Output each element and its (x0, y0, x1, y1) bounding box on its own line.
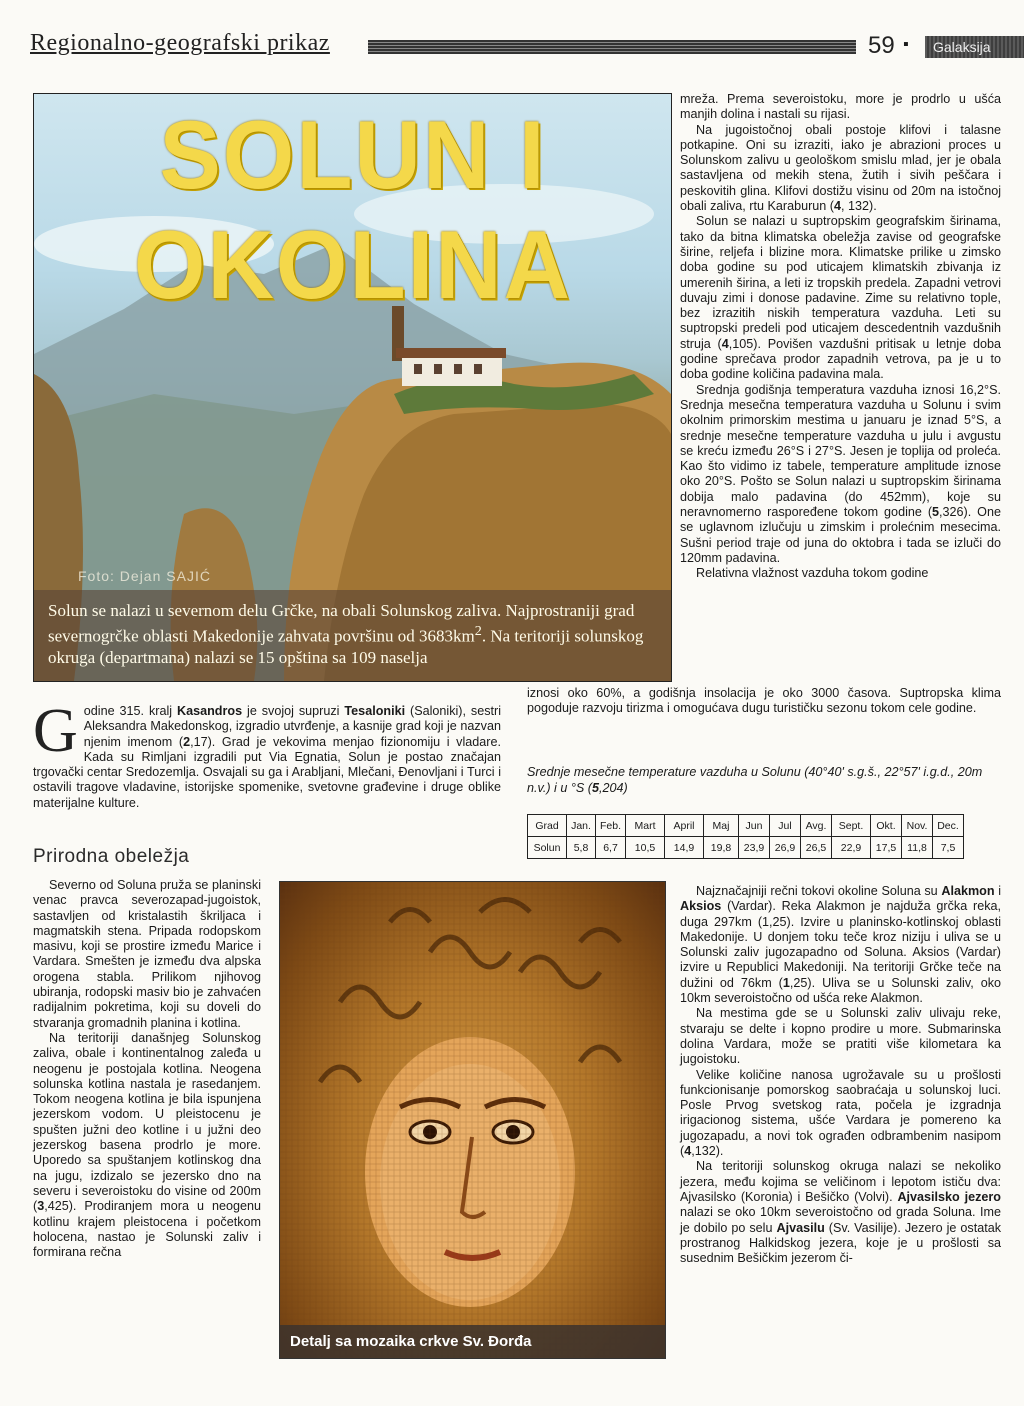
table-cell: 5,8 (567, 837, 596, 859)
page-header (30, 30, 1005, 64)
hero-caption-text-2: . Na teritoriji solunskog okruga (departmana) nalazi se 15 opština sa 109 naselja (48, 626, 644, 667)
table-cell: Dec. (933, 815, 964, 837)
right-column-bottom (680, 884, 1001, 1266)
hero-caption-text: Solun se nalazi u severnom delu Grčke, na obali Solunskog zaliva. Najprostraniji grad severnogrčke oblasti Makedonije zahvata površinu od 3683km (48, 601, 635, 646)
text-run: ,105). Povišen vazdušni pritisak u letnje doba godine sprečava prodor zapadnih vetrova, pa je u to doba godine količina padavina mala. (680, 336, 1001, 382)
text-run: ,204) (599, 780, 628, 795)
table-cell: April (665, 815, 704, 837)
text-run: nalazi se oko 10km severoistočno od grada Soluna. Ime je dobilo po selu (680, 1205, 1001, 1235)
text-run: (Sv. Vasilije). Jezero je ostatak prostranog Halkidskog jezera, koje je u prošlosti sa susednim Bešičkim jezerom či- (680, 1220, 1001, 1266)
text-run: Na teritoriji solunskog okruga nalazi se nekoliko jezera, među kojima se veličinom i lepotom ističu dva: Ajvasilsko (Koronia) i Bešičko (Volvi). (680, 1159, 1001, 1204)
text-run: Srednje mesečne temperature vazduha u Solunu (40°40' s.g.š., 22°57' i.g.d., 20m n.v.) i u °S ( (527, 765, 983, 795)
hero-headline: SOLUN I OKOLINA (133, 101, 573, 320)
text-run: Srednja godišnja temperatura vazduha iznosi 16,2°S. Srednja mesečna temperatura vazduha u Solunu i svim okolnim primorskim mestima u januaru je iznad 5°S, a srednje mesečne temperature vazduha u julu i avgustu se kreću između 26°S i 27°S. Jesen je toplija od proleća. Kao što vidimo iz tabele, temperature amplitude iznose oko 20°S. Pošto se Solun nalazi u suptropskim širinama dobija malo padavina (do 452mm), koje su neravnomerno raspoređene tokom godine ( (680, 382, 1001, 520)
text-run: ,326). One se uglavnom izlučuju u zimskim i prolećnim mesecima. Sušni period traje od juna do oktobra i tada se izluči do 120mm padavina. (680, 505, 1001, 565)
bold-name: Alakmon (941, 884, 995, 898)
table-cell: 6,7 (596, 837, 626, 859)
table-cell: Nov. (902, 815, 933, 837)
left-column (33, 878, 261, 1260)
reference-number: 5 (932, 505, 940, 520)
paragraph (680, 1159, 1001, 1266)
table-cell: 17,5 (871, 837, 902, 859)
paragraph: iznosi oko 60%, a godišnja insolacija je oko 3000 časova. Suptropska klima pogoduje razvoju tirizma i omogućava dugu turističku sezonu tokom cele godine. (527, 686, 1001, 716)
mosaic-face-image (280, 882, 665, 1358)
table-cell: 22,9 (832, 837, 871, 859)
text-run: ,425). Prodiranjem mora u neogenu kotlinu krajem pleistocena i početkom holocena, nastao je Solunski zaliv i formirana rečna (33, 1199, 261, 1260)
hero-caption (34, 590, 671, 681)
table-header-row (528, 815, 964, 837)
table-cell: 26,9 (770, 837, 801, 859)
text-run: Solun se nalazi u suptropskim geografskim širinama, tako da bitna klimatska obeležja zavise od geografske širine, reljefa i blizine mora. Klimatske prilike u zimsko doba godine su pod uticajem klimatskih zbivanja iz umerenih širina, a leti iz tropskih predela. Zapadni vetrovi duvaju zimi i donose padavine. Zime su relativno tople, bez izrazitih niskih temperatura vazduha. Leti su suptropski predeli pod uticajem descedentnih vazdušnih struja ( (680, 214, 1001, 351)
paragraph (33, 1031, 261, 1260)
text-run: ,17). Grad je vekovima menjao fizionomiju i vladare. Kada su Rimljani izgradili put Via Egnatia, Solun je postao značajan trgovački centar Sredozemlja. Osvajali su ga i Arabljani, Mlečani, Đenovljani i Turci i ostavili tragove vladavine, istorijske spomenike, svetovne građevine i druge oblike materijalne kulture. (33, 734, 501, 810)
paragraph (680, 214, 1001, 382)
reference-number: 3 (37, 1199, 45, 1214)
bold-name: Aksios (680, 899, 722, 914)
bold-name: Ajvasilsko jezero (897, 1189, 1001, 1204)
paragraph: Severno od Soluna pruža se planinski venac pravca severozapad-jugoistok, sastavljen od kristalastih škriljaca i magmatskih stena. Pripada rodopskom masivu, koji se prostire između Marice i Vardara. Smešten je između dva alpska orogena stabla. Prilikom njihovog ubiranja, rodopski masiv bio je zahvaćen radijalnim pokretima, koji su doveli do stvaranja gromadnih planina i kotlina. (33, 878, 261, 1030)
table-cell: 11,8 (902, 837, 933, 859)
temperature-table (527, 814, 964, 859)
table-cell: 26,5 (801, 837, 832, 859)
table-cell: Okt. (871, 815, 902, 837)
section-subheading: Prirodna obeležja (33, 846, 190, 867)
reference-number: 4 (834, 199, 842, 214)
paragraph (680, 383, 1001, 567)
table-cell: Maj (704, 815, 739, 837)
text-run: Na jugoistočnoj obali postoje klifovi i talasne potkapine. Oni su izraziti, iako je abrazioni proces u Solunskom zalivu u geološkom smislu mlad, jer je obala sastavljena od mekih stena, žutih i sivih peščara i peskovitih glina. Klifovi dostižu visinu od 20m na istočnoj obali zaliva, rtu Karaburun ( (680, 122, 1001, 214)
text-run: ,25). Uliva se u Solunski zaliv, oko 10km severoistočno od ušća reke Alakmon. (680, 975, 1001, 1006)
table-cell: Jul (770, 815, 801, 837)
table-cell: 14,9 (665, 837, 704, 859)
paragraph (680, 884, 1001, 1006)
hero-caption-sup: 2 (474, 623, 482, 639)
drop-cap: G (33, 697, 78, 765)
table-cell: 7,5 (933, 837, 964, 859)
reference-number: 5 (592, 780, 600, 795)
intro-paragraph (33, 697, 502, 811)
paragraph (680, 123, 1001, 215)
table-cell: Mart (626, 815, 665, 837)
mosaic-caption: Detalj sa mozaika crkve Sv. Đorđa (280, 1325, 665, 1358)
reference-number: 4 (684, 1144, 692, 1159)
table-cell: 10,5 (626, 837, 665, 859)
mosaic-photo (279, 881, 666, 1359)
text-run: Najznačajniji rečni tokovi okoline Soluna su (696, 884, 942, 898)
text-run: (Vardar). Reka Alakmon je najduža grčka reka, duga 297km (1,25). Izvire u planinsko-kotlinskoj oblasti Makedonije. U donjem toku teče kroz niziju i uliva se u Solunski zaliv jugozapadno od Soluna. Aksios (Vardar) izvire u Republici Makedoniji. Na teritoriji Grčke teče na dužini od 76km ( (680, 899, 1001, 990)
section-title: Regionalno-geografski prikaz (30, 30, 330, 56)
header-rule (368, 40, 856, 54)
paragraph: Relativna vlažnost vazduha tokom godine (696, 566, 929, 581)
reference-number: 1 (782, 975, 790, 990)
hero-photo (33, 93, 672, 682)
table-cell: 19,8 (704, 837, 739, 859)
table-cell: Jan. (567, 815, 596, 837)
table-cell: Feb. (596, 815, 626, 837)
table-cell: Solun (528, 837, 567, 859)
text-run: odine 315. kralj (83, 704, 177, 718)
table-cell: 23,9 (739, 837, 770, 859)
magazine-badge: Galaksija (925, 36, 1024, 58)
text-run: (Saloniki), sestri Aleksandra Makedonskog, izgradio utvrđenje, a kasnije grad koji je nazvan njenim imenom ( (83, 704, 502, 749)
photo-credit: Foto: Dejan SAJIĆ (78, 568, 211, 584)
text-run: Na teritoriji današnjeg Solunskog zaliva, obale i kontinentalnog zaleđa u neogenu je postojala kotlina. Neogena solunska kotlina nastala je rasedanjem. Tokom neogena kotlina je bila ispunjena jezerskom vodom. U pleistocenu je spušten južni deo kotline i u južni deo jezerskog basena prodrlo je more. Uporedo sa spuštanjem kotlinskog dna na jugu, izdizalo se jezersko dno na severu i severoistoku do visine od 200m ( (33, 1030, 261, 1214)
paragraph: Na mestima gde se u Solunski zaliv ulivaju reke, stvaraju se delte i kopno prodire u more. Submarinska dolina Vardara, može se pratiti više kilometara ka jugoistoku. (680, 1006, 1001, 1067)
bold-name: Tesaloniki (344, 704, 406, 718)
bold-name: Ajvasilu (776, 1220, 825, 1235)
reference-number: 2 (183, 734, 191, 749)
table-cell: Grad (528, 815, 567, 837)
page-number: 59 (868, 32, 895, 59)
table-cell: Avg. (801, 815, 832, 837)
header-bullet: ▪ (903, 36, 909, 53)
right-column-top (680, 92, 1001, 582)
paragraph (33, 697, 502, 811)
bold-name: Kasandros (177, 704, 243, 718)
text-run: ,132). (691, 1144, 724, 1159)
table-title (527, 765, 1001, 796)
reference-number: 4 (721, 336, 729, 351)
paragraph: mreža. Prema severoistoku, more je prodrlo u ušća manjih dolina i nastali su rijasi. (680, 92, 1001, 122)
table-cell: Sept. (832, 815, 871, 837)
text-run: je svojoj supruzi (242, 704, 345, 718)
table-row (528, 837, 964, 859)
climate-continuation (527, 686, 1001, 717)
paragraph (680, 1068, 1001, 1160)
table-cell: Jun (739, 815, 770, 837)
text-run: i (994, 884, 1001, 898)
text-run: Velike količine nanosa ugrožavale su u prošlosti funkcionisanje pomorskog saobraćaja u solunskoj luci. Posle Prvog svetskog rata, počela je izgradnja irigacionog sistema, ušće Vardara je pomereno ka jugozapadu, a novi tok ograđen odbrambenim nasipom ( (680, 1067, 1001, 1159)
text-run: , 132). (841, 199, 877, 214)
